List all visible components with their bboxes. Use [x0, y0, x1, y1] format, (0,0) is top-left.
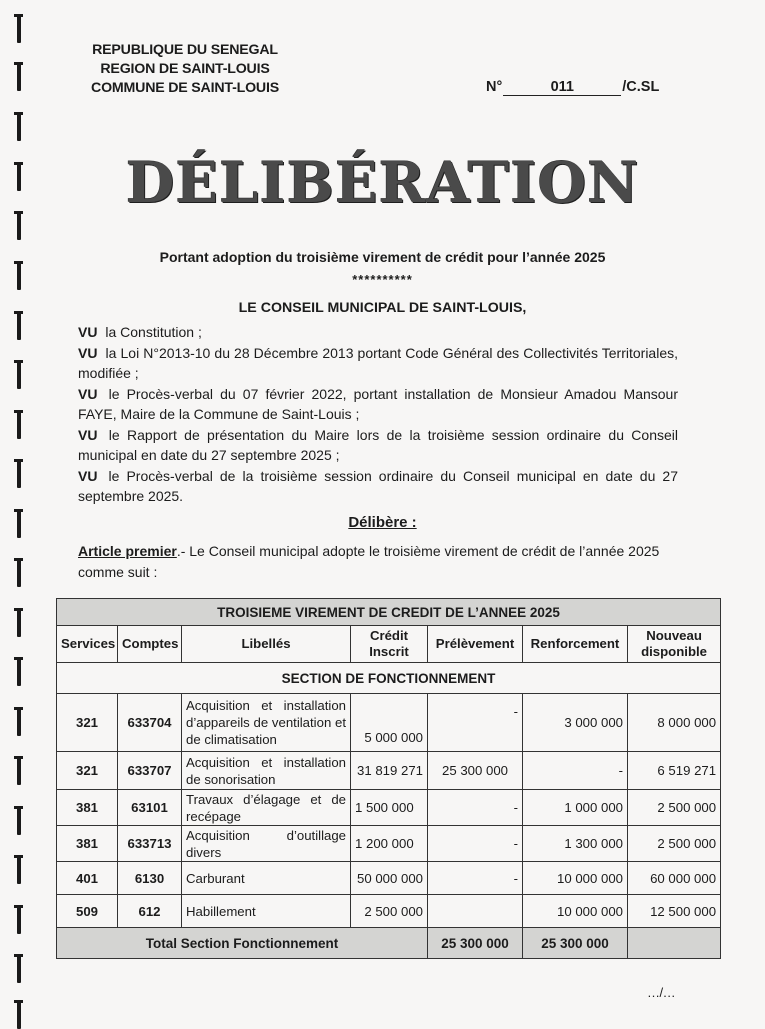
col-header-renforcement: Renforcement: [523, 626, 628, 663]
cell-compte: 6130: [118, 862, 182, 895]
cell-credit: 5 000 000: [351, 694, 428, 752]
cell-renforcement: -: [523, 752, 628, 790]
cell-prelevement: [428, 895, 523, 928]
delibere-heading: Délibère :: [348, 514, 417, 531]
table-row: [57, 826, 721, 862]
article-premier: [78, 541, 683, 582]
cell-renforcement: 3 000 000: [523, 694, 628, 752]
col-header-nouveau-disponible: Nouveau disponible: [628, 626, 721, 663]
vu-item: [78, 343, 678, 384]
cell-renforcement: 10 000 000: [523, 895, 628, 928]
cell-prelevement: -: [428, 790, 523, 826]
col-header-credit-inscrit: Crédit Inscrit: [351, 626, 428, 663]
vu-text: le Procès-verbal de la troisième session ordinaire du Conseil municipal en date du 27 septembre 2025.: [78, 467, 679, 504]
cell-libelle: Carburant: [182, 862, 351, 895]
binding-ring: [17, 806, 21, 835]
cell-credit: 50 000 000: [351, 862, 428, 895]
number-prefix: N°: [486, 79, 503, 95]
table-row: [57, 862, 721, 895]
col-header-libelles: Libellés: [182, 626, 351, 663]
header-line: REGION DE SAINT-LOUIS: [100, 61, 270, 77]
binding-ring: [17, 707, 21, 736]
cell-service: 401: [57, 862, 118, 895]
cell-service: 321: [57, 694, 118, 752]
total-label: Total Section Fonctionnement: [57, 928, 428, 959]
cell-service: 321: [57, 752, 118, 790]
cell-libelle: Travaux d’élagage et de recépage: [182, 790, 351, 826]
cell-prelevement: -: [428, 862, 523, 895]
table-row: [57, 895, 721, 928]
vu-list: [78, 322, 678, 507]
separator: **********: [352, 272, 413, 287]
total-nouveau: [628, 928, 721, 959]
binding-ring: [17, 410, 21, 439]
table-row: [57, 790, 721, 826]
cell-compte: 633713: [118, 826, 182, 862]
binding-ring: [17, 954, 21, 983]
credit-transfer-table: [56, 598, 721, 959]
cell-credit: 2 500 000: [351, 895, 428, 928]
cell-renforcement: 10 000 000: [523, 862, 628, 895]
table-title: TROISIEME VIREMENT DE CREDIT DE L’ANNEE 2025: [57, 599, 721, 626]
cell-nouveau: 6 519 271: [628, 752, 721, 790]
vu-item: [78, 384, 678, 425]
binding-ring: [17, 14, 21, 43]
binding-ring: [17, 905, 21, 934]
cell-compte: 633707: [118, 752, 182, 790]
col-header-services: Services: [57, 626, 118, 663]
cell-libelle: Acquisition et installation de sonorisation: [182, 752, 351, 790]
cell-libelle: Acquisition et installation d’appareils de ventilation et de climatisation: [182, 694, 351, 752]
council-heading: LE CONSEIL MUNICIPAL DE SAINT-LOUIS,: [238, 300, 527, 316]
section-heading: SECTION DE FONCTIONNEMENT: [57, 663, 721, 694]
vu-item: [78, 466, 678, 507]
cell-service: 509: [57, 895, 118, 928]
vu-label: VU: [78, 426, 98, 443]
vu-label: VU: [78, 344, 98, 361]
document-number: [486, 79, 659, 96]
binding-ring: [17, 855, 21, 884]
vu-item: [78, 425, 678, 466]
table-row: [57, 752, 721, 790]
table-row: [57, 694, 721, 752]
cell-service: 381: [57, 826, 118, 862]
binding-ring: [17, 459, 21, 488]
binding-ring: [17, 608, 21, 637]
vu-label: VU: [78, 385, 98, 402]
total-row: [57, 928, 721, 959]
cell-compte: 633704: [118, 694, 182, 752]
cell-nouveau: 2 500 000: [628, 790, 721, 826]
binding-ring: [17, 360, 21, 389]
total-prelevement: 25 300 000: [428, 928, 523, 959]
vu-text: la Constitution ;: [105, 324, 202, 340]
cell-prelevement: -: [428, 826, 523, 862]
cell-service: 381: [57, 790, 118, 826]
cell-nouveau: 2 500 000: [628, 826, 721, 862]
vu-item: [78, 322, 678, 343]
binding-ring: [17, 62, 21, 91]
vu-text: le Procès-verbal du 07 février 2022, portant installation de Monsieur Amadou Mansour FAYE, Maire de la Commune de Saint-Louis ;: [78, 385, 678, 422]
header-line: REPUBLIQUE DU SENEGAL: [92, 42, 278, 58]
cell-nouveau: 12 500 000: [628, 895, 721, 928]
cell-credit: 1 200 000: [351, 826, 428, 862]
cell-renforcement: 1 300 000: [523, 826, 628, 862]
binding-ring: [17, 558, 21, 587]
cell-prelevement: 25 300 000: [428, 752, 523, 790]
vu-label: VU: [78, 324, 98, 340]
binding-ring: [17, 112, 21, 141]
cell-libelle: Acquisition d’outillage divers: [182, 826, 351, 862]
total-renforcement: 25 300 000: [523, 928, 628, 959]
cell-compte: 63101: [118, 790, 182, 826]
cell-nouveau: 60 000 000: [628, 862, 721, 895]
col-header-prelevement: Prélèvement: [428, 626, 523, 663]
article-text: .- Le Conseil municipal adopte le troisième virement de crédit de l’année 2025 comme suit :: [78, 543, 660, 580]
cell-credit: 1 500 000: [351, 790, 428, 826]
cell-libelle: Habillement: [182, 895, 351, 928]
issuer-header: [78, 41, 292, 98]
document-title: DÉLIBÉRATION: [125, 150, 640, 216]
cell-compte: 612: [118, 895, 182, 928]
cell-credit: 31 819 271: [351, 752, 428, 790]
cell-prelevement: -: [428, 694, 523, 752]
binding-ring: [17, 756, 21, 785]
table-header-row: [57, 626, 721, 663]
document-subtitle: Portant adoption du troisième virement de crédit pour l’année 2025: [159, 249, 606, 265]
col-header-comptes: Comptes: [118, 626, 182, 663]
cell-nouveau: 8 000 000: [628, 694, 721, 752]
vu-label: VU: [78, 467, 98, 484]
binding-ring: [17, 657, 21, 686]
header-line: COMMUNE DE SAINT-LOUIS: [91, 80, 279, 96]
article-label: Article premier: [78, 543, 177, 559]
cell-renforcement: 1 000 000: [523, 790, 628, 826]
vu-text: la Loi N°2013-10 du 28 Décembre 2013 portant Code Général des Collectivités Territoriales, modifiée ;: [78, 344, 679, 381]
vu-text: le Rapport de présentation du Maire lors de la troisième session ordinaire du Conseil municipal en date du 27 septembre 2025 ;: [78, 426, 678, 463]
continuation-mark: …/…: [647, 985, 676, 1000]
number-value: 011: [503, 80, 621, 96]
number-suffix: /C.SL: [622, 79, 660, 95]
binding-ring: [17, 1000, 21, 1029]
